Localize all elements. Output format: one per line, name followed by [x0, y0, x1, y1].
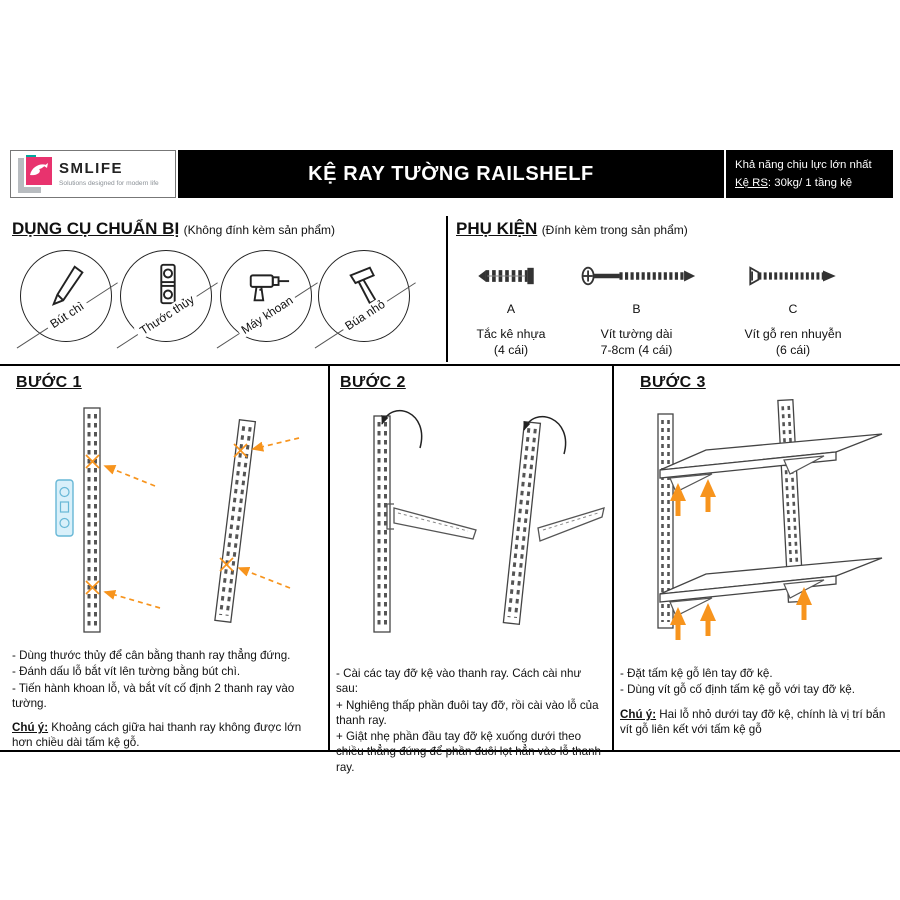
capacity-note: [726, 150, 893, 198]
step2-instructions: - Cài các tay đỡ kệ vào thanh ray. Cách cài như sau: + Nghiêng thấp phần đuôi tay đỡ, rồi cài vào lỗ của thanh ray. + Giật nhẹ phần đầu tay đỡ kệ xuống dưới theo chiều thẳng đứng để phần đuôi lọt hẳn vào lỗ thanh ray.: [336, 667, 601, 774]
accessory-letter: B: [632, 302, 641, 316]
tool-hammer: [318, 250, 410, 342]
step3-diagram: [618, 388, 896, 654]
accessory-letter: C: [788, 302, 798, 316]
step3-instructions: - Đặt tấm kệ gỗ lên tay đỡ kệ. - Dùng vít gỗ cố định tấm kệ gỗ với tay đỡ kệ. Chú ý: Hai lỗ nhỏ dưới tay đỡ kệ, chính là vị trí bắn vít gỗ liên kết với tấm kệ gỗ: [620, 666, 892, 738]
tool-label: Búa nhỏ: [339, 295, 391, 335]
capacity-line1: Khả năng chịu lực lớn nhất: [735, 159, 872, 171]
step3-title: BƯỚC 3: [640, 374, 706, 391]
step2-title: BƯỚC 2: [340, 374, 406, 391]
level-tool-drawing: [56, 480, 73, 536]
tool-level: [120, 250, 212, 342]
accessory-letter: A: [506, 302, 516, 316]
step2-step3-divider: [612, 366, 614, 750]
step1-note: Chú ý: Khoảng cách giữa hai thanh ray không được lớn hơn chiều dài tấm kệ gỗ.: [12, 721, 302, 750]
tool-label: Máy khoan: [235, 291, 299, 339]
accessory-wood-screw: [708, 253, 878, 359]
dolphin-icon: [26, 157, 52, 185]
step1-step2-divider: [328, 366, 330, 750]
accessory-wall-screw: [574, 253, 699, 359]
step3-note: Chú ý: Hai lỗ nhỏ dưới tay đỡ kệ, chính là vị trí bắn vít gỗ liên kết với tấm kệ gỗ: [620, 707, 886, 736]
accessory-name: Tắc kê nhựa (4 cái): [476, 326, 546, 357]
brand-logo-box: [10, 150, 176, 198]
shelf-bracket-drawing: [387, 504, 476, 539]
step2-diagram: [336, 392, 608, 654]
bottom-shelf-drawing: [660, 558, 882, 616]
step1-diagram: [12, 392, 317, 642]
tool-pencil: [20, 250, 112, 342]
steps-top-divider: [0, 364, 900, 366]
tools-heading: DỤNG CỤ CHUẨN BỊ (Không đính kèm sản phẩm): [12, 219, 336, 238]
capacity-line2: Kệ RS: 30kg/ 1 tầng kệ: [735, 176, 853, 189]
brand-tagline: Solutions designed for modern life: [59, 179, 159, 187]
tool-drill: [220, 250, 312, 342]
shelf-bracket-drawing: [538, 508, 604, 541]
wall-anchor-icon: [472, 256, 550, 296]
accessory-name: Vít tường dài 7-8cm (4 cái): [600, 326, 673, 357]
brand-name: SMLIFE: [59, 160, 123, 178]
tool-label: Thước thủy: [134, 290, 200, 340]
accessory-name: Vít gỗ ren nhuyễn (6 cái): [744, 326, 842, 357]
brand-text: [59, 161, 159, 187]
accessories-heading: PHỤ KIỆN (Đính kèm trong sản phẩm): [456, 219, 688, 238]
accessory-anchor: [455, 253, 567, 359]
step1-title: BƯỚC 1: [16, 374, 82, 391]
tool-label: Bút chì: [44, 297, 90, 333]
long-screw-icon: [577, 256, 697, 296]
page-title: KỆ RAY TƯỜNG RAILSHELF: [178, 150, 724, 198]
step1-instructions: - Dùng thước thủy để cân bằng thanh ray thẳng đứng. - Đánh dấu lỗ bắt vít lên tường bằng bút chì. - Tiến hành khoan lỗ, và bắt vít cố định 2 thanh ray vào tường. Chú ý: Khoảng cách giữa hai thanh ray không được lớn hơn chiều dài tấm kệ gỗ.: [12, 648, 316, 752]
wood-screw-icon: [743, 256, 843, 296]
top-shelf-drawing: [660, 434, 882, 492]
smlife-logo-icon: [18, 155, 52, 193]
tools-accessories-divider: [446, 216, 448, 362]
